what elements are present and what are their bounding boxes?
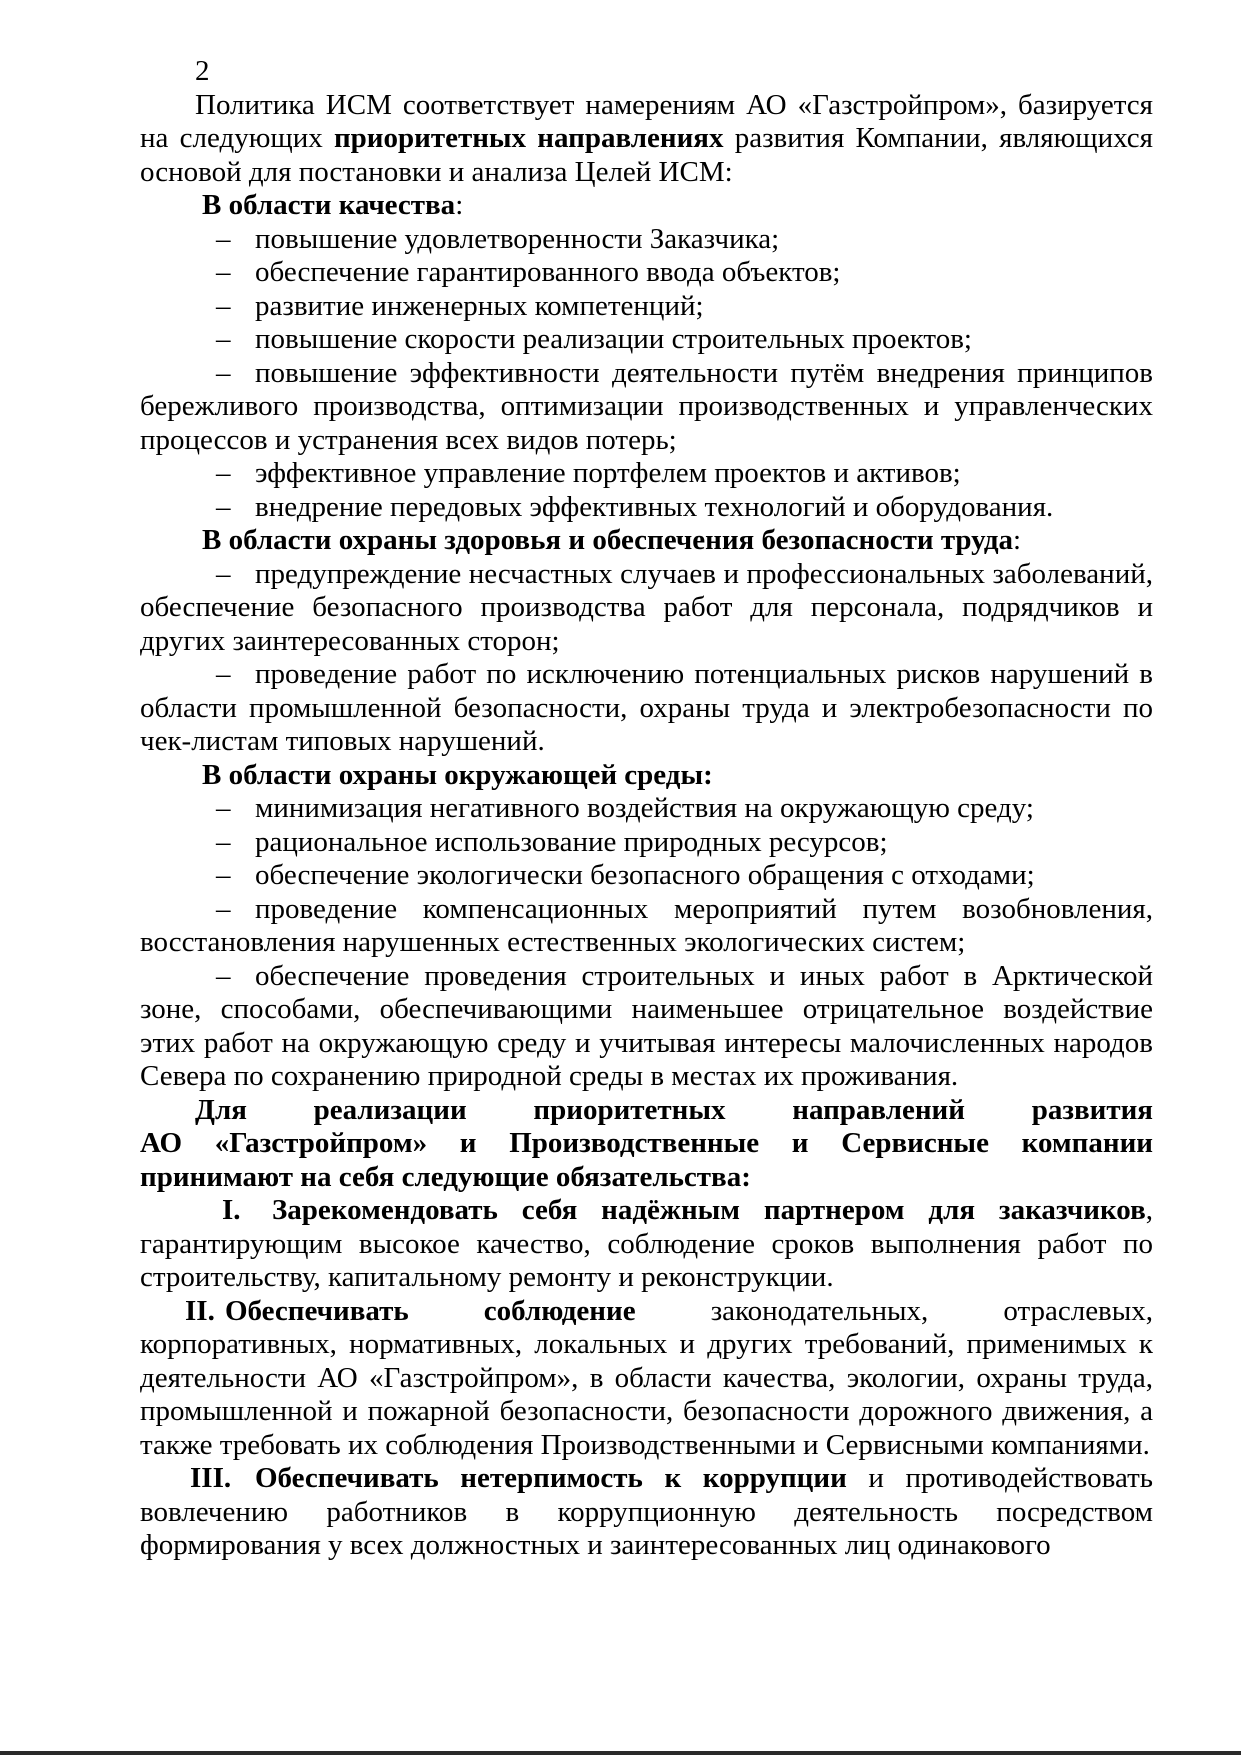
text-run: : — [455, 189, 464, 221]
bullet-item — [140, 323, 1153, 357]
numbered-item — [140, 1462, 1153, 1563]
text-run: повышение скорости реализации строительных проектов; — [255, 323, 972, 355]
bullet-dash: – — [216, 256, 231, 288]
text-run: проведение работ по исключению потенциальных рисков нарушений в области промышленной безопасности, охраны труда и электробезопасности по чек-листам типовых нарушений. — [140, 658, 1153, 757]
text-run: обеспечение проведения строительных и иных работ в Арктической зоне, способами, обеспечивающими наименьшее отрицательное воздействие этих работ на окружающую среду и учитывая интересы малочисленных народов Севера по сохранению природной среды в местах их проживания. — [140, 959, 1153, 1092]
bullet-dash: – — [216, 892, 231, 925]
section-heading — [140, 524, 1153, 558]
text-run: Обеспечивать нетерпимость к коррупции — [255, 1462, 847, 1494]
item-number: II. — [185, 1294, 215, 1327]
text-run: В области охраны здоровья и обеспечения безопасности труда — [202, 524, 1014, 556]
bullet-item — [140, 558, 1153, 659]
text-run: законодательных, отраслевых, корпоративных, нормативных, локальных и других требований, применимых к деятельности АО «Газстройпром», в области качества, экологии, охраны труда, промышленной и пожарной безопасности, безопасности дорожного движения, а также требовать их соблюдения Производственными и Сервисными компаниями. — [140, 1294, 1153, 1461]
bullet-dash: – — [216, 859, 231, 891]
bullet-item — [140, 658, 1153, 759]
bullet-item — [140, 859, 1153, 893]
page-header — [140, 55, 1153, 89]
bullet-dash: – — [216, 222, 231, 255]
item-number: III. — [190, 1462, 232, 1494]
bullet-dash: – — [216, 658, 231, 690]
text-run: В области охраны окружающей среды: — [202, 758, 713, 791]
bullet-dash: – — [216, 289, 231, 322]
text-run: эффективное управление портфелем проектов и активов; — [255, 457, 961, 489]
text-run: развития Компании, являющихся основой для постановки и анализа Целей ИСМ: — [140, 122, 1153, 188]
bullet-item — [140, 457, 1153, 491]
text-run: обеспечение гарантированного ввода объектов; — [255, 256, 841, 288]
section-heading — [140, 189, 1153, 223]
document-body — [140, 89, 1153, 1563]
paragraph — [140, 1094, 1153, 1195]
text-run: предупреждение несчастных случаев и профессиональных заболеваний, обеспечение безопасного производства работ для персонала, подрядчиков и других заинтересованных сторон; — [140, 557, 1153, 657]
bullet-item — [140, 960, 1153, 1094]
paragraph — [140, 89, 1153, 190]
bullet-dash: – — [216, 557, 231, 590]
bullet-item — [140, 893, 1153, 960]
text-run: повышение эффективности деятельности путём внедрения принципов бережливого производства, оптимизации производственных и управленческих процессов и устранения всех видов потерь; — [140, 356, 1153, 456]
text-run: и противодействовать вовлечению работников в коррупционную деятельность посредством формирования у всех должностных и заинтересованных лиц одинакового — [140, 1462, 1153, 1561]
text-run: повышение удовлетворенности Заказчика; — [255, 222, 780, 255]
text-run: развитие инженерных компетенций; — [255, 289, 704, 322]
section-heading — [140, 759, 1153, 793]
text-run: внедрение передовых эффективных технологий и оборудования. — [255, 490, 1054, 523]
bullet-item — [140, 491, 1153, 525]
text-run: , гарантирующим высокое качество, соблюдение сроков выполнения работ по строительству, капитальному ремонту и реконструкции. — [140, 1194, 1153, 1293]
text-run: обеспечение экологически безопасного обращения с отходами; — [255, 859, 1035, 891]
text-run: : — [1013, 524, 1022, 556]
bullet-dash: – — [216, 323, 231, 355]
text-run: В области качества — [202, 189, 456, 221]
text-run: Политика ИСМ соответствует намерениям АО «Газстройпром», базируется на следующих — [140, 88, 1153, 154]
bullet-dash: – — [216, 825, 231, 858]
numbered-item — [140, 1295, 1153, 1463]
text-run: минимизация негативного воздействия на окружающую среду; — [255, 792, 1034, 824]
bullet-dash: – — [216, 792, 231, 824]
page-number: 2 — [195, 55, 210, 87]
text-run: Для реализации приоритетных направлений развития АО «Газстройпром» и Производственные и Сервисные компании принимают на себя следующие обязательства: — [140, 1093, 1153, 1193]
bullet-item — [140, 290, 1153, 324]
bullet-dash: – — [216, 959, 231, 992]
numbered-item — [140, 1194, 1153, 1295]
text-run: Обеспечивать соблюдение — [225, 1294, 636, 1327]
bullet-dash: – — [216, 457, 231, 489]
bullet-item — [140, 223, 1153, 257]
bullet-item — [140, 357, 1153, 458]
bullet-item — [140, 256, 1153, 290]
text-run: рациональное использование природных ресурсов; — [255, 825, 888, 858]
bullet-item — [140, 792, 1153, 826]
bullet-item — [140, 826, 1153, 860]
bullet-dash: – — [216, 356, 231, 389]
text-run: проведение компенсационных мероприятий путем возобновления, восстановления нарушенных естественных экологических систем; — [140, 892, 1153, 958]
text-run: Зарекомендовать себя надёжным партнером для заказчиков — [272, 1194, 1146, 1226]
text-run: приоритетных направлениях — [333, 122, 724, 154]
bullet-dash: – — [216, 490, 231, 523]
item-number: I. — [222, 1194, 241, 1226]
page-bottom-edge — [0, 1751, 1241, 1755]
